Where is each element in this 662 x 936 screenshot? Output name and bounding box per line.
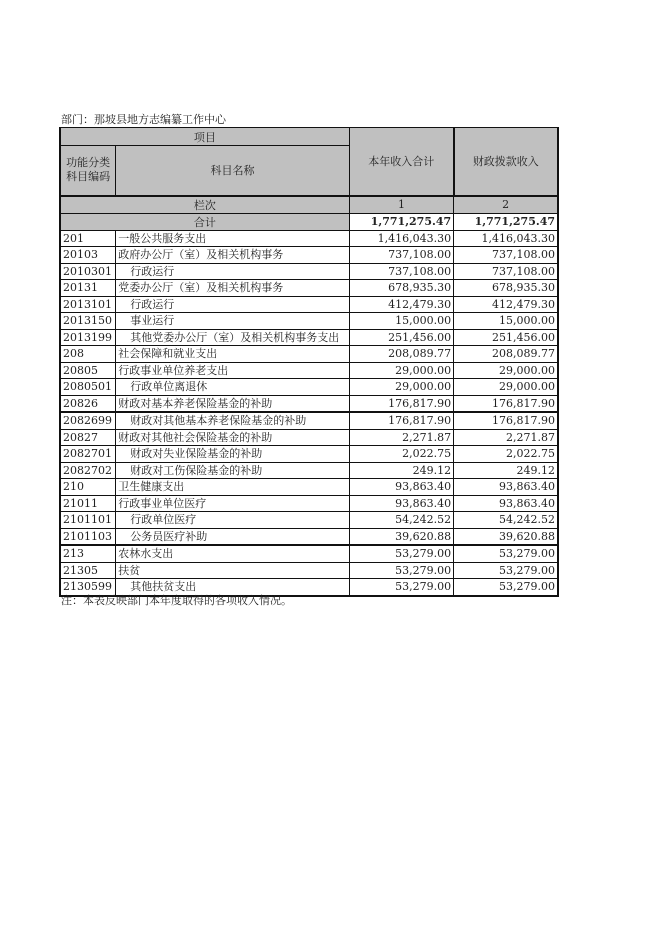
row-col2: 2,271.87 xyxy=(454,429,558,446)
row-col1: 93,863.40 xyxy=(349,479,453,496)
row-name: 党委办公厅（室）及相关机构事务 xyxy=(116,280,350,297)
row-name: 一般公共服务支出 xyxy=(116,230,350,247)
row-col2: 15,000.00 xyxy=(454,313,558,330)
row-name: 财政对失业保险基金的补助 xyxy=(116,446,350,463)
row-name: 行政事业单位养老支出 xyxy=(116,362,350,379)
row-col1: 54,242.52 xyxy=(349,512,453,529)
income-table xyxy=(59,127,559,597)
row-col2: 93,863.40 xyxy=(454,479,558,496)
row-code: 210 xyxy=(60,479,116,496)
table-row xyxy=(60,395,558,412)
row-col1: 249.12 xyxy=(349,462,453,479)
row-code: 2082699 xyxy=(60,412,116,429)
row-name: 社会保障和就业支出 xyxy=(116,346,350,363)
row-col2: 39,620.88 xyxy=(454,528,558,545)
row-code: 21305 xyxy=(60,562,116,579)
row-name: 扶贫 xyxy=(116,562,350,579)
row-col2: 29,000.00 xyxy=(454,362,558,379)
table-row xyxy=(60,263,558,280)
row-name: 其他扶贫支出 xyxy=(116,579,350,596)
row-col2: 737,108.00 xyxy=(454,263,558,280)
header-col2: 财政拨款收入 xyxy=(454,128,558,196)
row-name: 财政对其他基本养老保险基金的补助 xyxy=(116,412,350,429)
row-col2: 176,817.90 xyxy=(454,412,558,429)
header-col1: 本年收入合计 xyxy=(349,128,453,196)
table-row xyxy=(60,479,558,496)
row-name: 财政对基本养老保险基金的补助 xyxy=(116,395,350,412)
row-col1: 29,000.00 xyxy=(349,379,453,396)
table-row xyxy=(60,247,558,264)
row-code: 2101103 xyxy=(60,528,116,545)
row-name: 财政对工伤保险基金的补助 xyxy=(116,462,350,479)
row-col1: 251,456.00 xyxy=(349,329,453,346)
row-col2: 53,279.00 xyxy=(454,579,558,596)
total-col1: 1,771,275.47 xyxy=(349,213,453,230)
row-col2: 208,089.77 xyxy=(454,346,558,363)
row-col1: 737,108.00 xyxy=(349,247,453,264)
table-row xyxy=(60,346,558,363)
row-col1: 53,279.00 xyxy=(349,579,453,596)
row-name: 公务员医疗补助 xyxy=(116,528,350,545)
table-row xyxy=(60,296,558,313)
row-code: 2013101 xyxy=(60,296,116,313)
table-row xyxy=(60,495,558,512)
row-name: 政府办公厅（室）及相关机构事务 xyxy=(116,247,350,264)
row-name: 行政运行 xyxy=(116,296,350,313)
row-code: 2080501 xyxy=(60,379,116,396)
row-col2: 412,479.30 xyxy=(454,296,558,313)
table-row xyxy=(60,280,558,297)
row-col1: 1,416,043.30 xyxy=(349,230,453,247)
row-name: 其他党委办公厅（室）及相关机构事务支出 xyxy=(116,329,350,346)
row-col2: 53,279.00 xyxy=(454,562,558,579)
row-col1: 93,863.40 xyxy=(349,495,453,512)
row-code: 2082701 xyxy=(60,446,116,463)
column-index-1: 1 xyxy=(349,196,453,214)
row-col2: 29,000.00 xyxy=(454,379,558,396)
row-name: 事业运行 xyxy=(116,313,350,330)
row-name: 行政单位医疗 xyxy=(116,512,350,529)
row-code: 213 xyxy=(60,545,116,562)
row-col2: 737,108.00 xyxy=(454,247,558,264)
header-code-line2: 科目编码 xyxy=(66,170,111,184)
column-index-2: 2 xyxy=(454,196,558,214)
table-row xyxy=(60,379,558,396)
row-col1: 15,000.00 xyxy=(349,313,453,330)
header-code-line1: 功能分类 xyxy=(66,156,111,170)
table-row xyxy=(60,429,558,446)
header-code xyxy=(60,146,116,196)
row-col1: 2,271.87 xyxy=(349,429,453,446)
footnote: 注：本表反映部门本年度取得的各项收入情况。 xyxy=(61,594,292,607)
row-col1: 53,279.00 xyxy=(349,562,453,579)
table-row xyxy=(60,446,558,463)
table-row xyxy=(60,512,558,529)
row-col1: 39,620.88 xyxy=(349,528,453,545)
header-project: 项目 xyxy=(60,128,349,146)
row-col1: 2,022.75 xyxy=(349,446,453,463)
total-label: 合计 xyxy=(60,213,349,230)
row-name: 卫生健康支出 xyxy=(116,479,350,496)
row-code: 21011 xyxy=(60,495,116,512)
table-row xyxy=(60,528,558,545)
row-code: 2130599 xyxy=(60,579,116,596)
row-col1: 176,817.90 xyxy=(349,395,453,412)
table-row xyxy=(60,230,558,247)
header-name: 科目名称 xyxy=(116,146,350,196)
row-name: 行政事业单位医疗 xyxy=(116,495,350,512)
table-row xyxy=(60,545,558,562)
row-col2: 54,242.52 xyxy=(454,512,558,529)
row-code: 2013150 xyxy=(60,313,116,330)
row-col2: 93,863.40 xyxy=(454,495,558,512)
table-row xyxy=(60,313,558,330)
column-index-label: 栏次 xyxy=(60,196,349,214)
row-col1: 53,279.00 xyxy=(349,545,453,562)
row-col2: 53,279.00 xyxy=(454,545,558,562)
row-code: 208 xyxy=(60,346,116,363)
row-col1: 176,817.90 xyxy=(349,412,453,429)
row-name: 财政对其他社会保险基金的补助 xyxy=(116,429,350,446)
row-code: 20103 xyxy=(60,247,116,264)
row-col2: 1,416,043.30 xyxy=(454,230,558,247)
row-col2: 2,022.75 xyxy=(454,446,558,463)
row-col2: 678,935.30 xyxy=(454,280,558,297)
row-col2: 176,817.90 xyxy=(454,395,558,412)
row-name: 农林水支出 xyxy=(116,545,350,562)
row-col1: 208,089.77 xyxy=(349,346,453,363)
table-row xyxy=(60,412,558,429)
row-code: 2082702 xyxy=(60,462,116,479)
row-name: 行政单位离退休 xyxy=(116,379,350,396)
row-col1: 412,479.30 xyxy=(349,296,453,313)
table-row xyxy=(60,329,558,346)
row-code: 20827 xyxy=(60,429,116,446)
row-code: 20826 xyxy=(60,395,116,412)
table-row xyxy=(60,462,558,479)
table-row xyxy=(60,562,558,579)
row-col2: 251,456.00 xyxy=(454,329,558,346)
row-code: 20131 xyxy=(60,280,116,297)
department-label: 部门：那坡县地方志编纂工作中心 xyxy=(61,113,226,126)
row-name: 行政运行 xyxy=(116,263,350,280)
row-col1: 678,935.30 xyxy=(349,280,453,297)
row-code: 2010301 xyxy=(60,263,116,280)
row-code: 20805 xyxy=(60,362,116,379)
row-col1: 29,000.00 xyxy=(349,362,453,379)
row-code: 2101101 xyxy=(60,512,116,529)
table-row xyxy=(60,362,558,379)
row-code: 2013199 xyxy=(60,329,116,346)
row-code: 201 xyxy=(60,230,116,247)
table-row xyxy=(60,579,558,596)
total-col2: 1,771,275.47 xyxy=(454,213,558,230)
row-col2: 249.12 xyxy=(454,462,558,479)
row-col1: 737,108.00 xyxy=(349,263,453,280)
